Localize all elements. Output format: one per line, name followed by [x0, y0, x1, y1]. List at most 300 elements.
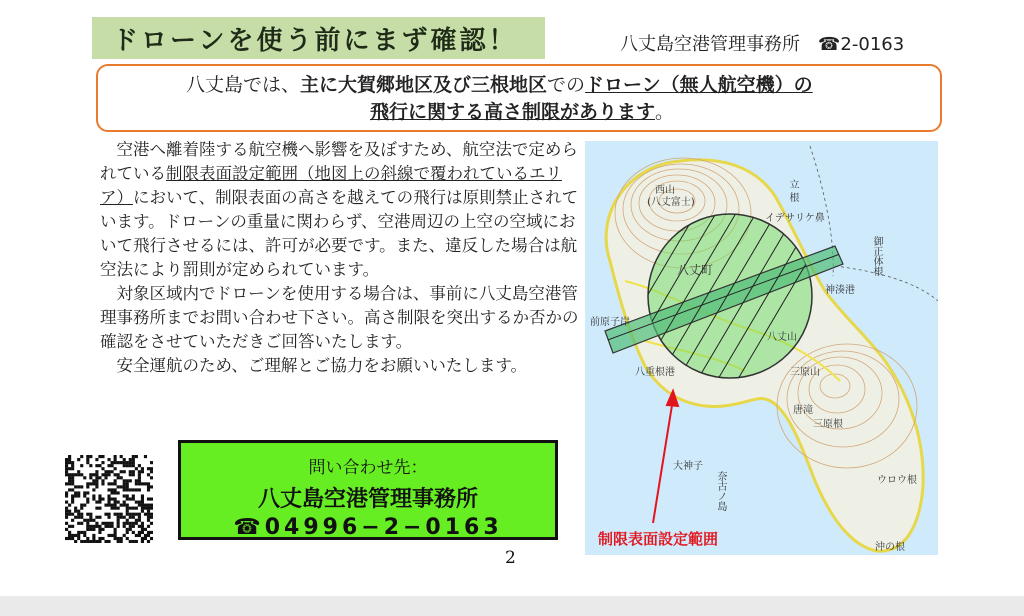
qr-module: [86, 525, 89, 528]
qr-module: [120, 540, 123, 543]
qr-module: [89, 455, 92, 458]
qr-module: [86, 461, 89, 464]
qr-module: [86, 513, 89, 516]
qr-module: [117, 473, 120, 476]
qr-module: [65, 507, 68, 510]
qr-module: [129, 497, 132, 500]
qr-module: [107, 473, 110, 476]
qr-module: [77, 522, 80, 525]
qr-module: [86, 485, 89, 488]
qr-module: [68, 473, 71, 476]
qr-module: [117, 501, 120, 504]
qr-module: [117, 516, 120, 519]
qr-module: [92, 479, 95, 482]
qr-module: [80, 504, 83, 507]
qr-module: [126, 522, 129, 525]
qr-module: [123, 485, 126, 488]
qr-module: [132, 497, 135, 500]
qr-module: [150, 485, 153, 488]
qr-module: [135, 513, 138, 516]
qr-module: [135, 519, 138, 522]
office-phone: ☎2-0163: [818, 34, 905, 55]
qr-module: [107, 497, 110, 500]
qr-module: [135, 479, 138, 482]
qr-module: [147, 467, 150, 470]
qr-module: [65, 464, 68, 467]
qr-module: [141, 494, 144, 497]
qr-module: [77, 534, 80, 537]
qr-module: [141, 525, 144, 528]
qr-module: [123, 488, 126, 491]
qr-module: [104, 525, 107, 528]
map-dashed-lines: [810, 146, 938, 301]
qr-module: [65, 467, 68, 470]
body-text-span: において、制限表面の高さを越えての飛行は原則禁止されています。ドローンの重量に関わらず、空港周辺の上空の空域において飛行させるには、許可が必要です。また、違反した場合は航空法により罰則が定められています。: [100, 188, 579, 279]
qr-module: [92, 525, 95, 528]
qr-module: [107, 501, 110, 504]
qr-module: [126, 461, 129, 464]
qr-module: [132, 461, 135, 464]
qr-module: [126, 507, 129, 510]
qr-module: [132, 458, 135, 461]
qr-module: [150, 531, 153, 534]
qr-module: [141, 467, 144, 470]
qr-module: [138, 482, 141, 485]
qr-module: [126, 488, 129, 491]
qr-module: [117, 476, 120, 479]
qr-module: [65, 494, 68, 497]
qr-module: [86, 537, 89, 540]
qr-module: [80, 455, 83, 458]
qr-module: [117, 485, 120, 488]
qr-module: [123, 522, 126, 525]
qr-module: [92, 540, 95, 543]
qr-module: [126, 531, 129, 534]
qr-module: [104, 513, 107, 516]
notice-area-text: 主に大賀郷地区及び三根地区: [300, 74, 548, 96]
qr-module: [74, 507, 77, 510]
qr-module: [101, 482, 104, 485]
qr-module: [147, 525, 150, 528]
qr-module: [92, 473, 95, 476]
qr-module: [111, 497, 114, 500]
qr-module: [129, 522, 132, 525]
qr-module: [117, 513, 120, 516]
qr-module: [92, 537, 95, 540]
qr-module: [101, 537, 104, 540]
qr-module: [107, 470, 110, 473]
qr-module: [123, 504, 126, 507]
qr-module: [141, 497, 144, 500]
qr-module: [111, 504, 114, 507]
qr-module: [92, 534, 95, 537]
qr-module: [101, 479, 104, 482]
qr-module: [138, 519, 141, 522]
qr-module: [111, 470, 114, 473]
qr-module: [138, 525, 141, 528]
qr-module: [101, 467, 104, 470]
map-label-nishiyama: 西山: [655, 185, 675, 196]
qr-module: [117, 507, 120, 510]
contact-box: [178, 440, 558, 540]
qr-module: [74, 494, 77, 497]
qr-module: [92, 528, 95, 531]
qr-module: [114, 473, 117, 476]
qr-module: [141, 537, 144, 540]
qr-module: [147, 510, 150, 513]
notice-text: 八丈島では、: [186, 74, 301, 96]
qr-module: [86, 455, 89, 458]
qr-module: [68, 488, 71, 491]
qr-module: [114, 528, 117, 531]
map-label-tateyama: 立 根: [787, 179, 798, 203]
qr-module: [141, 540, 144, 543]
qr-module: [74, 473, 77, 476]
qr-module: [123, 479, 126, 482]
qr-code[interactable]: [65, 455, 153, 543]
qr-module: [126, 494, 129, 497]
qr-module: [129, 458, 132, 461]
qr-module: [120, 470, 123, 473]
office-name: 八丈島空港管理事務所: [620, 34, 800, 55]
qr-module: [111, 507, 114, 510]
map-label-mitsune: 三原山: [790, 367, 820, 378]
qr-module: [74, 491, 77, 494]
qr-module: [117, 525, 120, 528]
qr-module: [123, 501, 126, 504]
qr-module: [104, 476, 107, 479]
qr-module: [95, 540, 98, 543]
qr-module: [65, 513, 68, 516]
qr-module: [98, 507, 101, 510]
qr-module: [132, 470, 135, 473]
qr-module: [98, 497, 101, 500]
qr-module: [89, 525, 92, 528]
qr-module: [95, 485, 98, 488]
qr-module: [147, 540, 150, 543]
qr-module: [65, 482, 68, 485]
qr-module: [95, 507, 98, 510]
qr-module: [123, 458, 126, 461]
qr-module: [77, 485, 80, 488]
qr-module: [65, 458, 68, 461]
qr-module: [107, 504, 110, 507]
qr-module: [141, 507, 144, 510]
qr-module: [117, 540, 120, 543]
qr-module: [114, 507, 117, 510]
qr-module: [101, 522, 104, 525]
qr-module: [114, 497, 117, 500]
qr-module: [132, 494, 135, 497]
qr-module: [65, 461, 68, 464]
qr-module: [107, 516, 110, 519]
qr-module: [129, 516, 132, 519]
qr-module: [111, 464, 114, 467]
qr-module: [71, 473, 74, 476]
qr-module: [107, 522, 110, 525]
map-label-tanagomisaki: 奈古ノ島: [715, 471, 726, 511]
qr-module: [150, 497, 153, 500]
qr-module: [71, 519, 74, 522]
qr-module: [138, 473, 141, 476]
qr-module: [98, 455, 101, 458]
qr-module: [111, 522, 114, 525]
qr-module: [65, 510, 68, 513]
qr-module: [126, 479, 129, 482]
qr-module: [126, 497, 129, 500]
qr-module: [117, 522, 120, 525]
qr-module: [114, 513, 117, 516]
qr-module: [89, 513, 92, 516]
qr-module: [65, 501, 68, 504]
qr-module: [104, 540, 107, 543]
qr-module: [114, 501, 117, 504]
qr-module: [92, 519, 95, 522]
qr-module: [98, 494, 101, 497]
qr-module: [135, 455, 138, 458]
qr-module: [86, 522, 89, 525]
qr-module: [144, 455, 147, 458]
qr-module: [101, 528, 104, 531]
qr-module: [80, 516, 83, 519]
qr-module: [141, 501, 144, 504]
qr-module: [147, 513, 150, 516]
qr-module: [80, 522, 83, 525]
qr-module: [107, 525, 110, 528]
qr-module: [80, 531, 83, 534]
qr-module: [126, 510, 129, 513]
qr-module: [98, 476, 101, 479]
qr-module: [68, 476, 71, 479]
qr-module: [95, 522, 98, 525]
qr-module: [111, 488, 114, 491]
qr-module: [68, 504, 71, 507]
qr-module: [95, 470, 98, 473]
qr-module: [107, 482, 110, 485]
qr-module: [114, 488, 117, 491]
qr-module: [80, 464, 83, 467]
qr-module: [150, 467, 153, 470]
qr-module: [120, 455, 123, 458]
qr-module: [117, 519, 120, 522]
qr-module: [68, 513, 71, 516]
qr-module: [132, 516, 135, 519]
qr-module: [123, 461, 126, 464]
qr-module: [138, 479, 141, 482]
qr-module: [80, 540, 83, 543]
qr-module: [83, 504, 86, 507]
qr-module: [71, 488, 74, 491]
qr-module: [77, 537, 80, 540]
qr-module: [83, 494, 86, 497]
qr-module: [129, 507, 132, 510]
qr-module: [117, 491, 120, 494]
map-label-kaminato: 神湊港: [825, 285, 855, 296]
qr-module: [65, 522, 68, 525]
qr-module: [77, 510, 80, 513]
qr-module: [86, 528, 89, 531]
notice-period: 。: [655, 101, 675, 123]
qr-module: [126, 485, 129, 488]
notice-line-2: [370, 100, 674, 124]
qr-module: [74, 485, 77, 488]
qr-module: [138, 516, 141, 519]
map-label-izasari: イデサリケ鼻: [765, 213, 825, 224]
qr-module: [150, 537, 153, 540]
qr-module: [89, 540, 92, 543]
qr-module: [129, 540, 132, 543]
qr-module: [101, 473, 104, 476]
qr-module: [129, 525, 132, 528]
map-svg: [585, 141, 938, 555]
map-label-hachijo-town: 八丈町: [677, 263, 714, 277]
qr-module: [104, 504, 107, 507]
qr-module: [147, 497, 150, 500]
qr-module: [135, 522, 138, 525]
qr-module: [123, 516, 126, 519]
qr-module: [89, 516, 92, 519]
qr-module: [71, 461, 74, 464]
qr-module: [114, 504, 117, 507]
qr-module: [129, 479, 132, 482]
qr-module: [83, 534, 86, 537]
qr-module: [92, 497, 95, 500]
qr-module: [86, 482, 89, 485]
qr-module: [144, 534, 147, 537]
qr-module: [114, 461, 117, 464]
qr-module: [68, 467, 71, 470]
qr-module: [65, 537, 68, 540]
qr-module: [120, 461, 123, 464]
qr-module: [129, 464, 132, 467]
qr-module: [92, 488, 95, 491]
qr-module: [71, 501, 74, 504]
qr-module: [80, 507, 83, 510]
qr-module: [65, 470, 68, 473]
qr-module: [68, 525, 71, 528]
qr-module: [123, 525, 126, 528]
qr-module: [71, 494, 74, 497]
qr-module: [86, 497, 89, 500]
bottom-bar: [0, 596, 1024, 616]
qr-module: [147, 516, 150, 519]
qr-module: [80, 485, 83, 488]
qr-module: [107, 488, 110, 491]
qr-module: [65, 516, 68, 519]
qr-module: [68, 461, 71, 464]
qr-module: [65, 473, 68, 476]
qr-module: [92, 482, 95, 485]
qr-module: [147, 534, 150, 537]
qr-module: [77, 531, 80, 534]
qr-module: [141, 528, 144, 531]
qr-module: [129, 470, 132, 473]
page-number: 2: [505, 548, 516, 568]
qr-module: [120, 476, 123, 479]
qr-module: [98, 464, 101, 467]
qr-module: [111, 534, 114, 537]
qr-module: [135, 534, 138, 537]
qr-module: [132, 464, 135, 467]
qr-module: [144, 482, 147, 485]
qr-module: [141, 470, 144, 473]
qr-module: [98, 540, 101, 543]
qr-module: [150, 470, 153, 473]
qr-module: [147, 504, 150, 507]
qr-module: [132, 525, 135, 528]
qr-module: [117, 537, 120, 540]
qr-module: [68, 534, 71, 537]
notice-text: での: [547, 74, 586, 96]
qr-module: [147, 519, 150, 522]
qr-module: [123, 494, 126, 497]
qr-module: [71, 467, 74, 470]
qr-module: [80, 473, 83, 476]
qr-module: [114, 491, 117, 494]
qr-module: [138, 464, 141, 467]
notice-line-1: [186, 73, 813, 97]
qr-module: [98, 501, 101, 504]
qr-module: [111, 482, 114, 485]
qr-module: [83, 531, 86, 534]
qr-module: [104, 470, 107, 473]
contact-label: 問い合わせ先：: [308, 458, 428, 478]
qr-module: [129, 513, 132, 516]
qr-module: [120, 504, 123, 507]
qr-module: [144, 504, 147, 507]
qr-module: [150, 476, 153, 479]
qr-module: [120, 516, 123, 519]
qr-module: [71, 476, 74, 479]
qr-module: [89, 473, 92, 476]
qr-module: [141, 522, 144, 525]
qr-module: [132, 455, 135, 458]
qr-module: [77, 513, 80, 516]
qr-module: [95, 525, 98, 528]
qr-module: [86, 491, 89, 494]
qr-module: [95, 464, 98, 467]
qr-module: [114, 455, 117, 458]
qr-module: [107, 540, 110, 543]
qr-module: [77, 491, 80, 494]
qr-module: [150, 516, 153, 519]
qr-module: [95, 479, 98, 482]
qr-module: [77, 494, 80, 497]
qr-module: [135, 482, 138, 485]
qr-module: [138, 501, 141, 504]
qr-module: [141, 531, 144, 534]
body-paragraph-2: 対象区域内でドローンを使用する場合は、事前に八丈島空港管理事務所までお問い合わせ下さい。高さ制限を突出するか否かの確認をさせていただきご回答いたします。: [100, 284, 579, 351]
qr-module: [71, 464, 74, 467]
qr-module: [132, 513, 135, 516]
qr-module: [132, 522, 135, 525]
qr-module: [144, 507, 147, 510]
contact-phone: ☎04996−2−0163: [233, 515, 503, 540]
map-label-oomine: 大神子: [673, 461, 703, 472]
qr-module: [89, 482, 92, 485]
qr-module: [98, 516, 101, 519]
qr-module: [147, 485, 150, 488]
qr-module: [95, 458, 98, 461]
map-label-karataki: 唐滝: [793, 405, 813, 416]
qr-module: [95, 476, 98, 479]
qr-module: [74, 510, 77, 513]
qr-module: [114, 458, 117, 461]
qr-module: [68, 531, 71, 534]
notice-banner: [96, 64, 942, 132]
qr-module: [107, 458, 110, 461]
qr-module: [98, 531, 101, 534]
